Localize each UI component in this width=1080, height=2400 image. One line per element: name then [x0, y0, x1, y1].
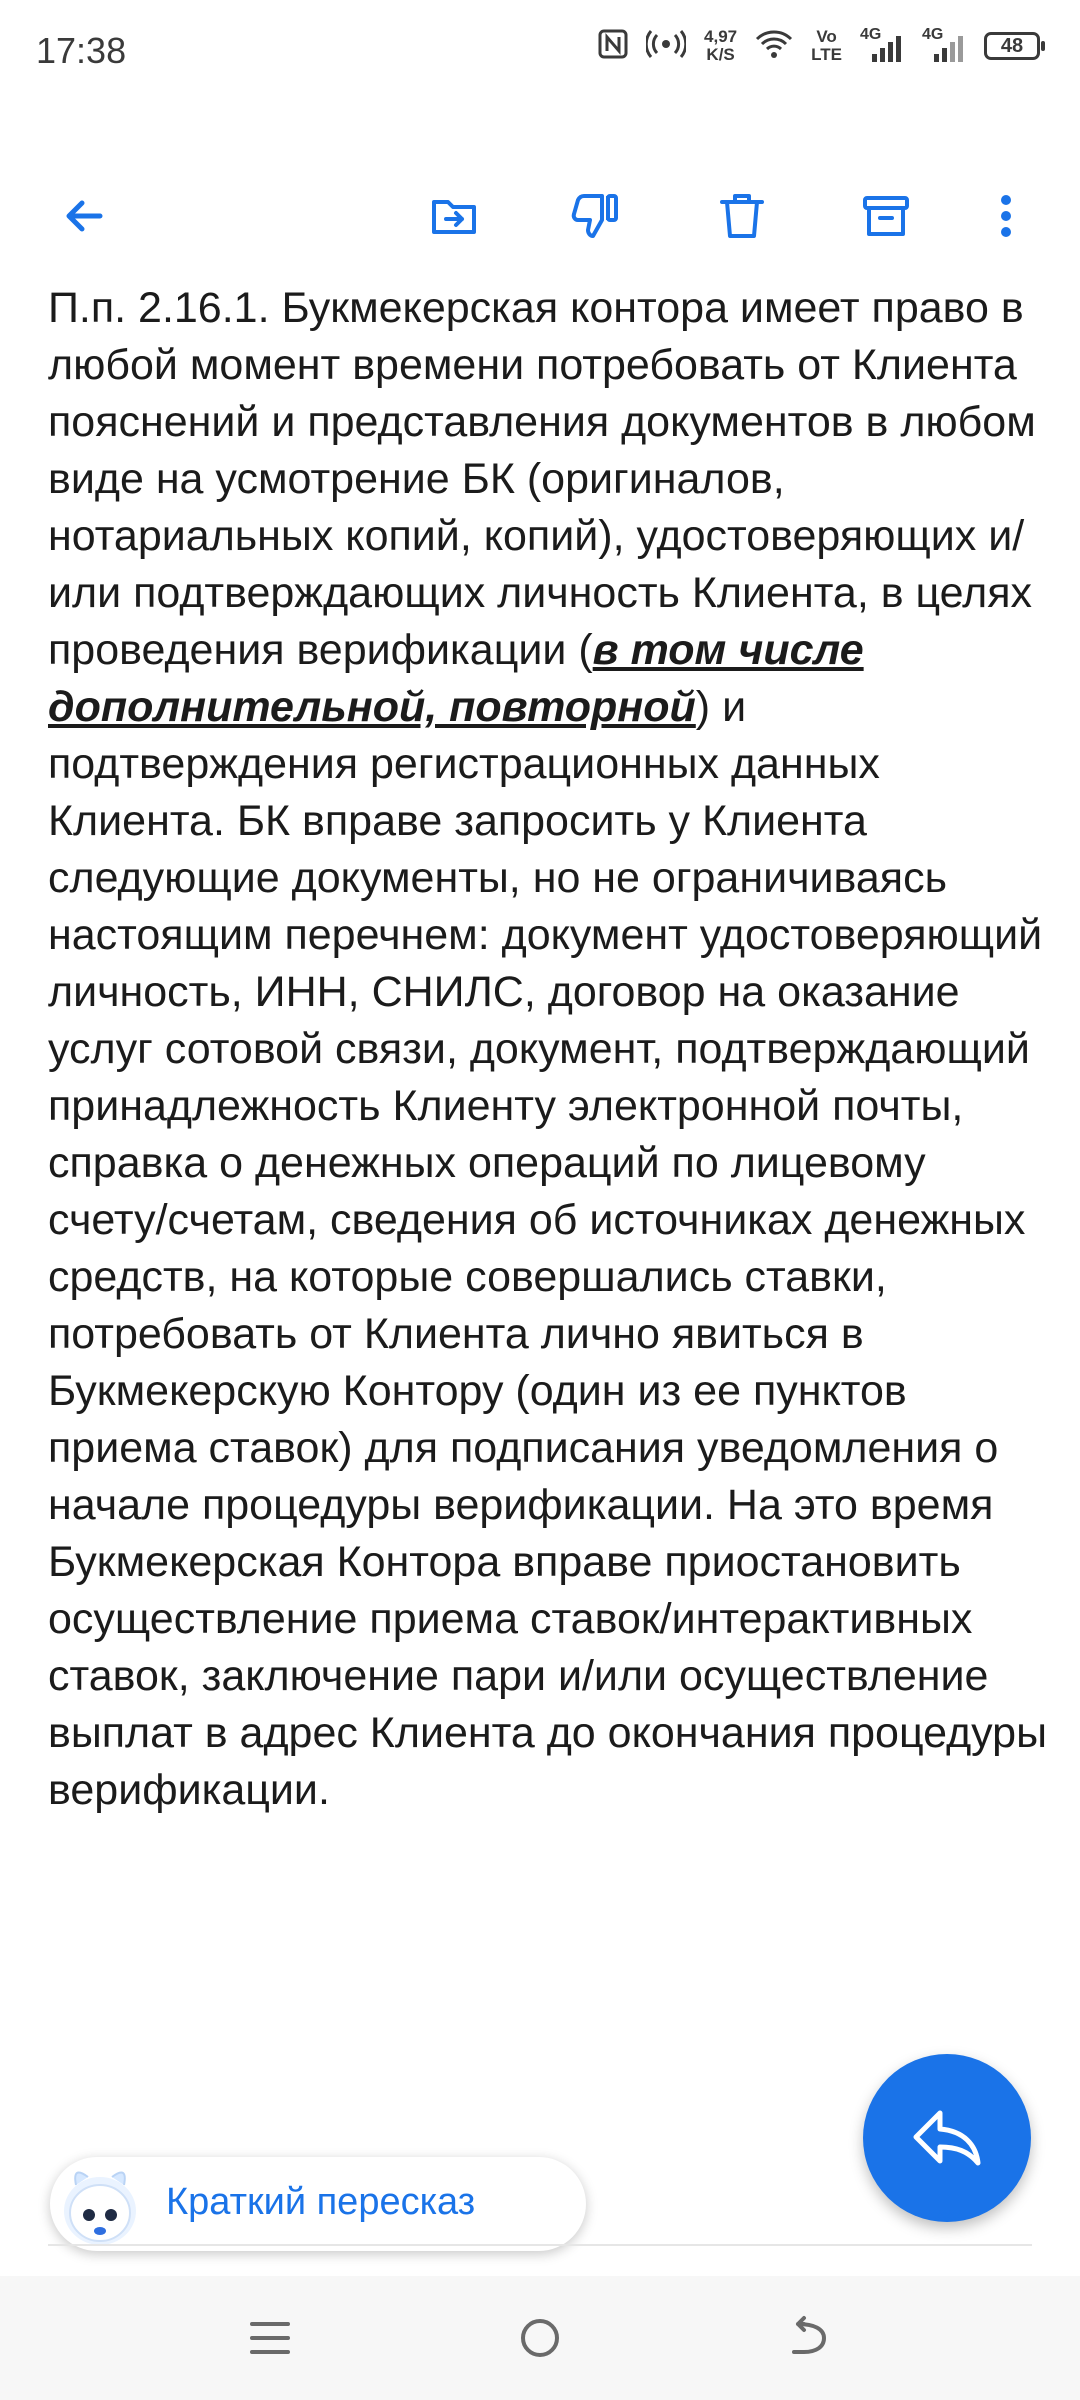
signal-sim1: [860, 26, 904, 62]
body-part-1: П.п. 2.16.1. Букмекерская контора имеет право в любой момент времени потребовать от Клиента пояснений и представления документов в любом виде на усмотрение БК (оригиналов, нотариальных копий, копий), удостоверяющих и/или подтверждающих личность Клиента, в целях проведения верификации (: [48, 284, 1036, 674]
net-speed-value: 4,97: [704, 27, 738, 46]
nav-home-button[interactable]: [498, 2296, 582, 2380]
dislike-icon: [568, 188, 624, 244]
net-speed: [704, 28, 737, 64]
back-icon: [782, 2312, 834, 2364]
battery-icon: [984, 32, 1040, 60]
delete-button[interactable]: [696, 170, 788, 262]
archive-icon: [858, 188, 914, 244]
divider: [48, 2244, 1032, 2246]
nfc-icon: [598, 29, 628, 64]
body-part-2: ) и подтверждения регистрационных данных Клиента. БК вправе запросить у Клиента следующие документы, но не ограничиваясь настоящим перечнем: документ удостоверяющий личность, ИНН, СНИЛС, договор на оказание услуг сотовой связи, документ, подтверждающий принадлежность Клиенту электронной почты, справка о денежных операций по лицевому счету/счетам, сведения об источниках денежных средств, на которые совершались ставки, потребовать от Клиента лично явиться в Букмекерскую Контору (один из ее пунктов приема ставок) для подписания уведомления о начале процедуры верификации. На это время Букмекерская Контора вправе приостановить осуществление приема ставок/интерактивных ставок, заключение пари и/или осуществление выплат в адрес Клиента до окончания процедуры верификации.: [48, 683, 1047, 1814]
volte-label: [811, 28, 842, 64]
reply-fab[interactable]: [863, 2054, 1031, 2222]
signal-icon: [932, 34, 966, 62]
summary-label: Краткий пересказ: [166, 2181, 476, 2223]
reply-icon: [906, 2097, 988, 2179]
status-time: 17:38: [36, 30, 127, 71]
summary-chip[interactable]: [50, 2157, 586, 2251]
sim2-label: 4G: [922, 26, 944, 43]
body-emphasis: в том числе дополнительной, повторной: [48, 626, 864, 731]
signal-sim2: [922, 26, 966, 62]
back-button[interactable]: [38, 170, 130, 262]
home-circle-icon: [514, 2312, 566, 2364]
menu-icon: [244, 2312, 296, 2364]
more-options-button[interactable]: [960, 170, 1052, 262]
volte-top: Vo: [816, 27, 837, 46]
signal-icon: [870, 34, 904, 62]
dislike-button[interactable]: [550, 170, 642, 262]
assistant-mascot-icon: [54, 2159, 146, 2251]
nav-back-button[interactable]: [766, 2296, 850, 2380]
net-speed-unit: K/S: [706, 45, 735, 64]
move-to-folder-button[interactable]: [408, 170, 500, 262]
move-to-folder-icon: [426, 188, 482, 244]
mail-toolbar: [0, 170, 1080, 262]
status-bar: [0, 0, 1080, 108]
battery-level: 48: [1000, 35, 1024, 57]
system-nav-bar: [0, 2276, 1080, 2400]
sim1-label: 4G: [860, 26, 882, 43]
trash-icon: [714, 188, 770, 244]
email-body-text: [48, 280, 1048, 1819]
volte-bottom: LTE: [811, 45, 842, 64]
back-arrow-icon: [56, 188, 112, 244]
archive-button[interactable]: [840, 170, 932, 262]
nav-recents-button[interactable]: [228, 2296, 312, 2380]
wifi-icon: [755, 29, 793, 64]
hotspot-icon: [646, 29, 686, 64]
status-icons: [598, 28, 1040, 64]
more-vert-icon: [978, 188, 1034, 244]
